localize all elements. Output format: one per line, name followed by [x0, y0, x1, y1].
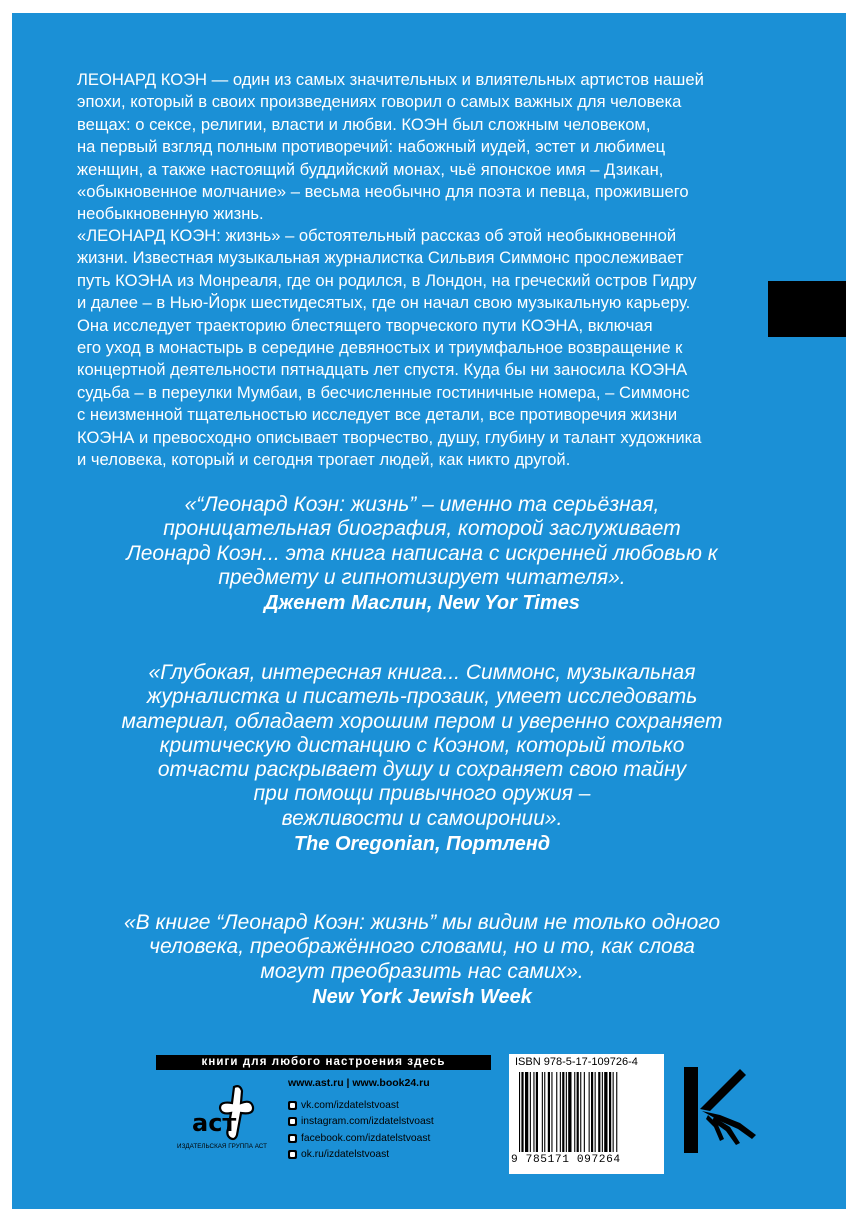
blurb-line: необыкновенную жизнь. — [77, 204, 264, 224]
quote-line: критическую дистанцию с Коэном, который только — [159, 733, 685, 757]
blurb-line: и человека, который и сегодня трогает людей, как никто другой. — [77, 450, 571, 470]
book-k-logo-icon — [680, 1065, 770, 1155]
barcode-digits: 9 785171 097264 — [511, 1154, 621, 1166]
publisher-websites[interactable]: www.ast.ru | www.book24.ru — [288, 1077, 430, 1089]
quote-line: предмету и гипнотизирует читателя». — [218, 565, 626, 589]
blurb-line: эпохи, который в своих произведениях говорил о самых важных для человека — [77, 92, 682, 112]
quote-source: The Oregonian, Портленд — [293, 833, 551, 856]
instagram-icon — [288, 1117, 297, 1126]
publisher-slogan: книги для любого настроения здесь — [156, 1055, 491, 1070]
isbn-number: ISBN 978-5-17-109726-4 — [515, 1056, 638, 1068]
isbn-barcode-box — [509, 1054, 664, 1174]
back-cover — [12, 13, 846, 1209]
quote-line: вежливости и самоиронии». — [281, 806, 563, 830]
blurb-line: и далее – в Нью-Йорк шестидесятых, где он начал свою музыкальную карьеру. — [77, 293, 691, 313]
barcode-icon — [519, 1072, 657, 1154]
review-quote-2 — [72, 661, 772, 857]
facebook-icon — [288, 1134, 297, 1143]
quote-line: могут преобразить нас самих». — [260, 959, 584, 983]
logo-text: аст — [192, 1109, 237, 1137]
ok-icon — [288, 1150, 297, 1159]
social-link-ok[interactable] — [288, 1147, 434, 1164]
blurb-line: с неизменной тщательностью исследует все детали, все противоречия жизни — [77, 405, 678, 425]
publisher-k-logo — [680, 1065, 770, 1160]
quote-line: «В книге “Леонард Коэн: жизнь” мы видим не только одного — [123, 911, 721, 934]
review-quote-1 — [72, 493, 772, 616]
blurb-paragraph-1 — [77, 69, 757, 226]
blurb-line: путь КОЭНА из Монреаля, где он родился, в Лондон, на греческий остров Гидру — [77, 270, 697, 290]
blurb-line: вещах: о сексе, религии, власти и любви. КОЭН был сложным человеком, — [77, 114, 651, 134]
blurb-line: ЛЕОНАРД КОЭН — один из самых значительных и влиятельных артистов нашей — [77, 70, 704, 89]
quote-source: New York Jewish Week — [312, 985, 532, 1008]
spine-tab-marker — [768, 281, 846, 337]
social-link-text: instagram.com/izdatelstvoast — [301, 1116, 434, 1128]
blurb-line: на первый взгляд полным противоречий: набожный иудей, эстет и любимец — [77, 137, 666, 157]
quote-line: человека, преображённого словами, но и то, как слова — [149, 935, 695, 959]
blurb-line: концертной деятельности пятнадцать лет спустя. Куда бы ни заносила КОЭНА — [77, 360, 688, 380]
blurb-line: женщин, а также настоящий буддийский монах, чьё японское имя – Дзикан, — [77, 159, 664, 179]
social-link-instagram[interactable] — [288, 1114, 434, 1131]
social-link-vk[interactable] — [288, 1097, 434, 1114]
social-link-text: facebook.com/izdatelstvoast — [301, 1132, 431, 1144]
quote-line: отчасти раскрывает душу и сохраняет свою тайну — [157, 758, 687, 782]
quote-line: при помощи привычного оружия – — [253, 782, 591, 806]
ast-logo-icon — [172, 1083, 272, 1143]
blurb-line: «обыкновенное молчание» – весьма необычно для поэта и певца, прожившего — [77, 182, 689, 202]
blurb-line: «ЛЕОНАРД КОЭН: жизнь» – обстоятельный рассказ об этой необыкновенной — [77, 226, 677, 245]
blurb-line: жизни. Известная музыкальная журналистка Сильвия Симмонс прослеживает — [77, 248, 684, 268]
blurb-line: его уход в монастырь в середине девяностых и триумфальное возвращение к — [77, 338, 683, 358]
logo-caption: ИЗДАТЕЛЬСКАЯ ГРУППА АСТ — [177, 1143, 267, 1150]
quote-line: материал, обладает хорошим пером и уверенно сохраняет — [121, 709, 723, 733]
vk-icon — [288, 1101, 297, 1110]
quote-line: журналистка и писатель-прозаик, умеет исследовать — [146, 685, 698, 709]
quote-line: «Глубокая, интересная книга... Симмонс, музыкальная — [148, 661, 696, 684]
review-quote-3 — [72, 911, 772, 1010]
quote-line: проницательная биография, которой заслуживает — [163, 517, 681, 541]
blurb-line: Она исследует траекторию блестящего творческого пути КОЭНА, включая — [77, 315, 653, 335]
social-link-text: ok.ru/izdatelstvoast — [301, 1149, 390, 1161]
blurb-line: судьба – в переулки Мумбаи, в бесчисленные гостиничные номера, – Симмонс — [77, 382, 690, 402]
blurb-line: КОЭНА и превосходно описывает творчество, душу, глубину и талант художника — [77, 427, 702, 447]
quote-line: Леонард Коэн... эта книга написана с искренней любовью к — [126, 541, 718, 565]
quote-line: «“Леонард Коэн: жизнь” – именно та серьёзная, — [184, 493, 660, 516]
social-link-text: vk.com/izdatelstvoast — [301, 1099, 399, 1111]
social-link-facebook[interactable] — [288, 1130, 434, 1147]
quote-source: Дженет Маслин, New Yor Times — [264, 592, 580, 615]
ast-logo — [172, 1083, 272, 1163]
social-links — [288, 1097, 434, 1163]
blurb-paragraph-2 — [77, 225, 757, 471]
